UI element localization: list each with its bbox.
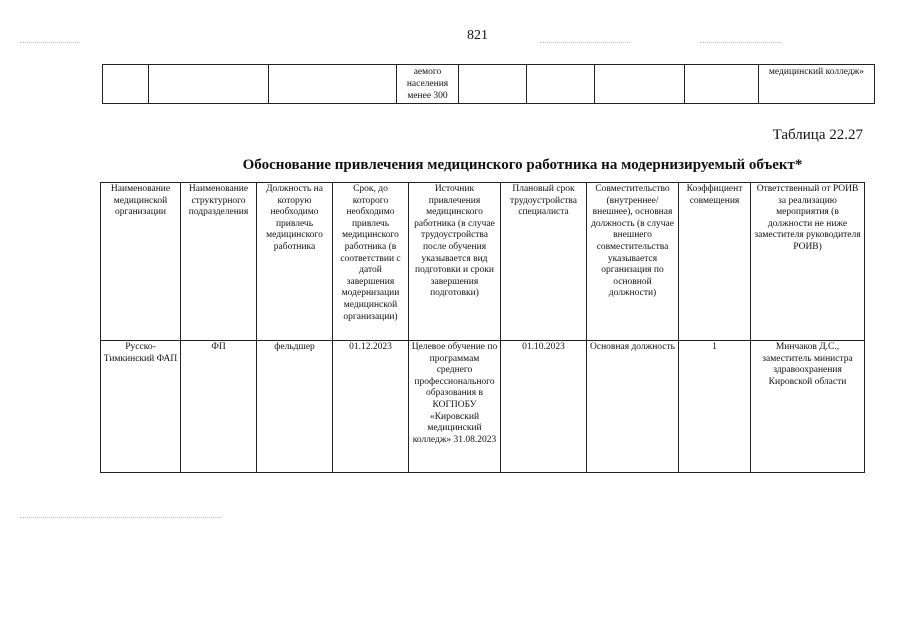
table-cell: Минчаков Д.С., заместитель министра здравоохранения Кировской области <box>751 341 865 473</box>
scan-artifact <box>20 517 220 518</box>
scan-artifact <box>540 42 630 43</box>
table-cell: фельдшер <box>257 341 333 473</box>
table-cell: 01.12.2023 <box>333 341 409 473</box>
column-header-coefficient: Коэффициент совмещения <box>679 183 751 341</box>
column-header-combination: Совместительство (внутреннее/внешнее), основная должность (в случае внешнего совместительства указывается организация по основной должности) <box>587 183 679 341</box>
previous-table-fragment <box>102 64 875 104</box>
scan-artifact <box>20 42 80 43</box>
column-header-position: Должность на которую необходимо привлечь медицинского работника <box>257 183 333 341</box>
column-header-deadline: Срок, до которого необходимо привлечь медицинского работника (в соответствии с датой завершения модернизации медицинской организации) <box>333 183 409 341</box>
table-label: Таблица 22.27 <box>772 127 863 143</box>
table-cell: Целевое обучение по программам среднего профессионального образования в КОГПОБУ «Кировский медицинский колледж» 31.08.2023 <box>409 341 501 473</box>
table-cell <box>527 65 595 104</box>
table-cell: Русско-Тимкинский ФАП <box>101 341 181 473</box>
table-cell: ФП <box>181 341 257 473</box>
scan-artifact <box>700 42 780 43</box>
column-header-division: Наименование структурного подразделения <box>181 183 257 341</box>
table-title: Обоснование привлечения медицинского работника на модернизируемый объект* <box>242 157 803 173</box>
column-header-planned-date: Плановый срок трудоустройства специалиста <box>501 183 587 341</box>
table-cell <box>269 65 397 104</box>
table-cell <box>459 65 527 104</box>
table-cell <box>103 65 149 104</box>
table-cell: аемого населения менее 300 <box>397 65 459 104</box>
column-header-responsible: Ответственный от РОИВ за реализацию мероприятия (в должности не ниже заместителя руководителя РОИВ) <box>751 183 865 341</box>
table-cell: Основная должность <box>587 341 679 473</box>
table-row <box>101 341 865 473</box>
table-cell <box>595 65 685 104</box>
page-number: 821 <box>467 28 488 43</box>
table-cell <box>149 65 269 104</box>
table-row <box>103 65 875 104</box>
table-cell: 01.10.2023 <box>501 341 587 473</box>
table-cell <box>685 65 759 104</box>
table-cell: 1 <box>679 341 751 473</box>
table-cell: медицинский колледж» <box>759 65 875 104</box>
table-header-row <box>101 183 865 341</box>
column-header-organization: Наименование медицинской организации <box>101 183 181 341</box>
column-header-source: Источник привлечения медицинского работника (в случае трудоустройства после обучения указывается вид подготовки и сроки завершения подготовки) <box>409 183 501 341</box>
staffing-table <box>100 182 865 473</box>
